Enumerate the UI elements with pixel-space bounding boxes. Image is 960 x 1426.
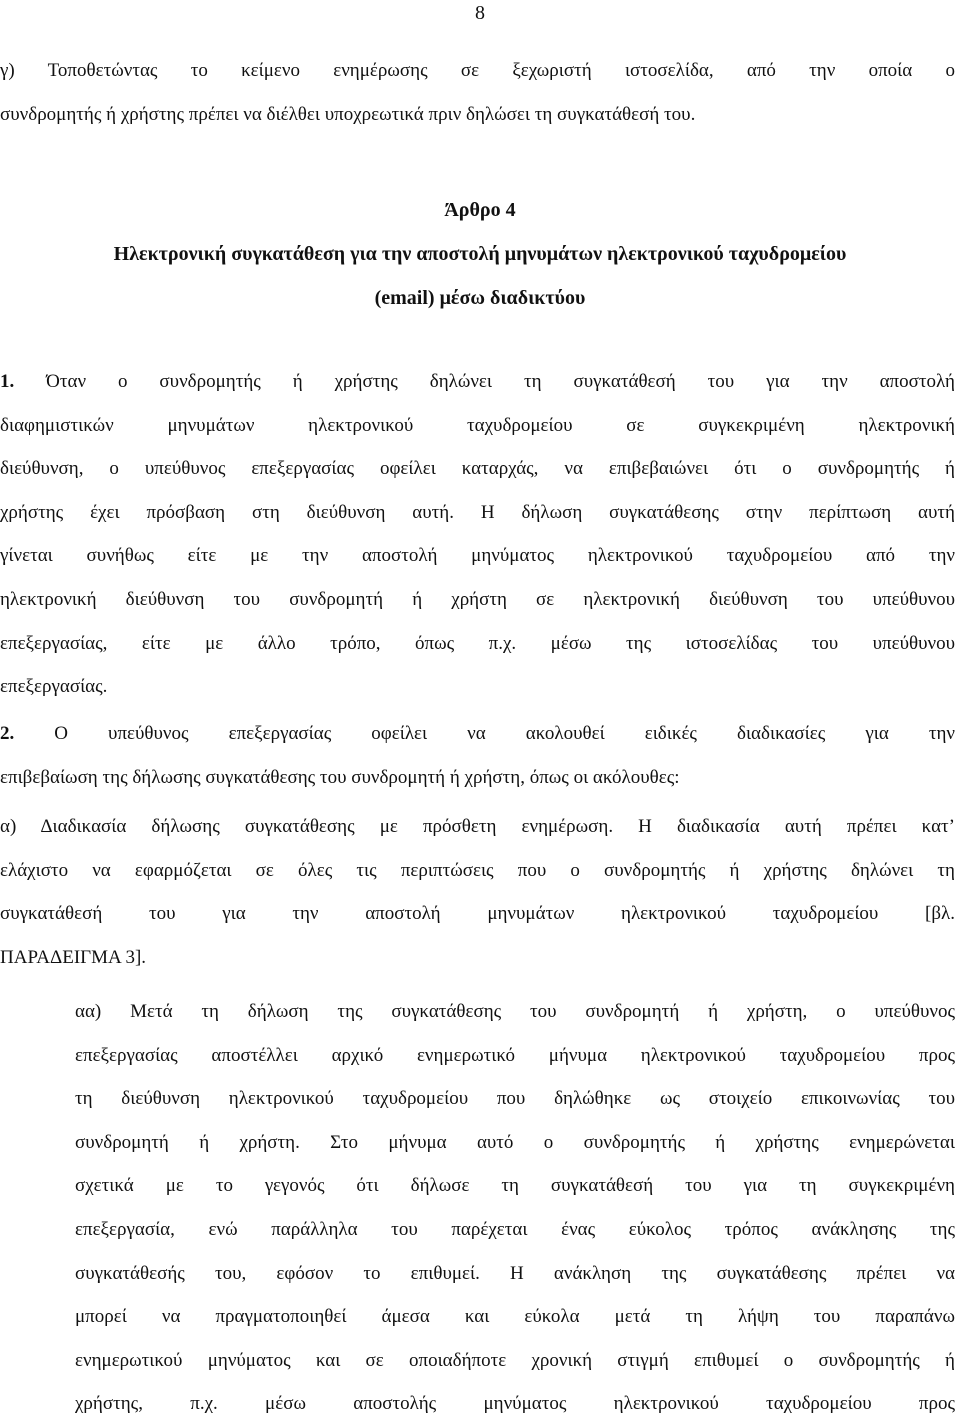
article-title-line-1: Ηλεκτρονική συγκατάθεση για την αποστολή μηνυμάτων ηλεκτρονικού ταχυδρομείου [113, 243, 847, 265]
paragraph-1-line: επεξεργασίας. [0, 676, 108, 698]
paragraph-1-line: γίνεται συνήθως είτε με την αποστολή μηνύματος ηλεκτρονικού ταχυδρομείου από την [0, 545, 955, 567]
article-number: Άρθρο 4 [444, 199, 516, 221]
paragraph-a [0, 805, 955, 979]
paragraph-number: 2. [0, 723, 15, 744]
paragraph-a-line: συγκατάθεσή του για την αποστολή μηνυμάτων ηλεκτρονικού ταχυδρομείου [βλ. [0, 903, 955, 925]
intro-line: γ) Τοποθετώντας το κείμενο ενημέρωσης σε ξεχωριστή ιστοσελίδα, από την οποία ο [0, 60, 955, 81]
paragraph-aa-line: σχετικά με το γεγονός ότι δήλωσε τη συγκατάθεσή του για τη συγκεκριμένη [75, 1175, 955, 1197]
paragraph-aa-line: συνδρομητή ή χρήστη. Στο μήνυμα αυτό ο συνδρομητής ή χρήστης ενημερώνεται [75, 1131, 955, 1153]
paragraph-aa-line: επεξεργασίας αποστέλλει αρχικό ενημερωτικό μήνυμα ηλεκτρονικού ταχυδρομείου προς [75, 1044, 955, 1066]
paragraph-1-line: ηλεκτρονική διεύθυνση του συνδρομητή ή χρήστη σε ηλεκτρονική διεύθυνση του υπεύθυνου [0, 588, 955, 610]
paragraph-1-line: χρήστης έχει πρόσβαση στη διεύθυνση αυτή. Η δήλωση συγκατάθεσης στην περίπτωση αυτή [0, 501, 955, 523]
paragraph-2 [0, 712, 955, 799]
paragraph-a-line: ΠΑΡΑΔΕΙΓΜΑ 3]. [0, 946, 147, 968]
paragraph-aa-line: αα) Μετά τη δήλωση της συγκατάθεσης του συνδρομητή ή χρήστη, ο υπεύθυνος [75, 1001, 955, 1022]
paragraph-aa-line: ενημερωτικού μηνύματος και σε οποιαδήποτε χρονική στιγμή επιθυμεί ο συνδρομητής ή [75, 1349, 955, 1371]
paragraph-1-line: επεξεργασίας, είτε με άλλο τρόπο, όπως π.χ. μέσω της ιστοσελίδας του υπεύθυνου [0, 632, 955, 654]
article-title-line-2: (email) μέσω διαδικτύου [374, 287, 586, 309]
paragraph-1-line: διεύθυνση, ο υπεύθυνος επεξεργασίας οφείλει καταρχάς, να επιβεβαιώνει ότι ο συνδρομητής ή [0, 458, 955, 480]
paragraph-aa-line: τη διεύθυνση ηλεκτρονικού ταχυδρομείου που δηλώθηκε ως στοιχείο επικοινωνίας του [75, 1088, 955, 1110]
paragraph-a-line: ελάχιστο να εφαρμόζεται σε όλες τις περιπτώσεις που ο συνδρομητής ή χρήστης δηλώνει τη [0, 859, 955, 881]
paragraph-aa-line: μπορεί να πραγματοποιηθεί άμεσα και εύκολα μετά τη λήψη του παραπάνω [75, 1306, 955, 1328]
paragraph-2-line: 2. Ο υπεύθυνος επεξεργασίας οφείλει να ακολουθεί ειδικές διαδικασίες για την [0, 723, 955, 744]
paragraph-aa-line: χρήστης, π.χ. μέσω αποστολής μηνύματος ηλεκτρονικού ταχυδρομείου προς [75, 1393, 955, 1415]
paragraph-2-line: επιβεβαίωση της δήλωσης συγκατάθεσης του συνδρομητή ή χρήστη, όπως οι ακόλουθες: [0, 766, 680, 788]
paragraph-aa [75, 990, 955, 1426]
paragraph-number: 1. [0, 371, 15, 392]
paragraph-1-line: διαφημιστικών μηνυμάτων ηλεκτρονικού ταχυδρομείου σε συγκεκριμένη ηλεκτρονική [0, 414, 955, 436]
paragraph-a-line: α) Διαδικασία δήλωσης συγκατάθεσης με πρόσθετη ενημέρωση. Η διαδικασία αυτή πρέπει κατ’ [0, 816, 955, 837]
paragraph-1-line: 1. Όταν ο συνδρομητής ή χρήστης δηλώνει τη συγκατάθεσή του για την αποστολή [0, 371, 955, 392]
paragraph-aa-line: επεξεργασία, ενώ παράλληλα του παρέχεται ένας εύκολος τρόπος ανάκλησης της [75, 1218, 955, 1240]
page-number: 8 [475, 2, 485, 24]
intro-line: συνδρομητής ή χρήστης πρέπει να διέλθει υποχρεωτικά πριν δηλώσει τη συγκατάθεσή του. [0, 103, 696, 125]
paragraph-1 [0, 360, 955, 709]
intro-paragraph [0, 49, 955, 136]
paragraph-aa-line: συγκατάθεσής του, εφόσον το επιθυμεί. Η ανάκληση της συγκατάθεσης πρέπει να [75, 1262, 955, 1284]
